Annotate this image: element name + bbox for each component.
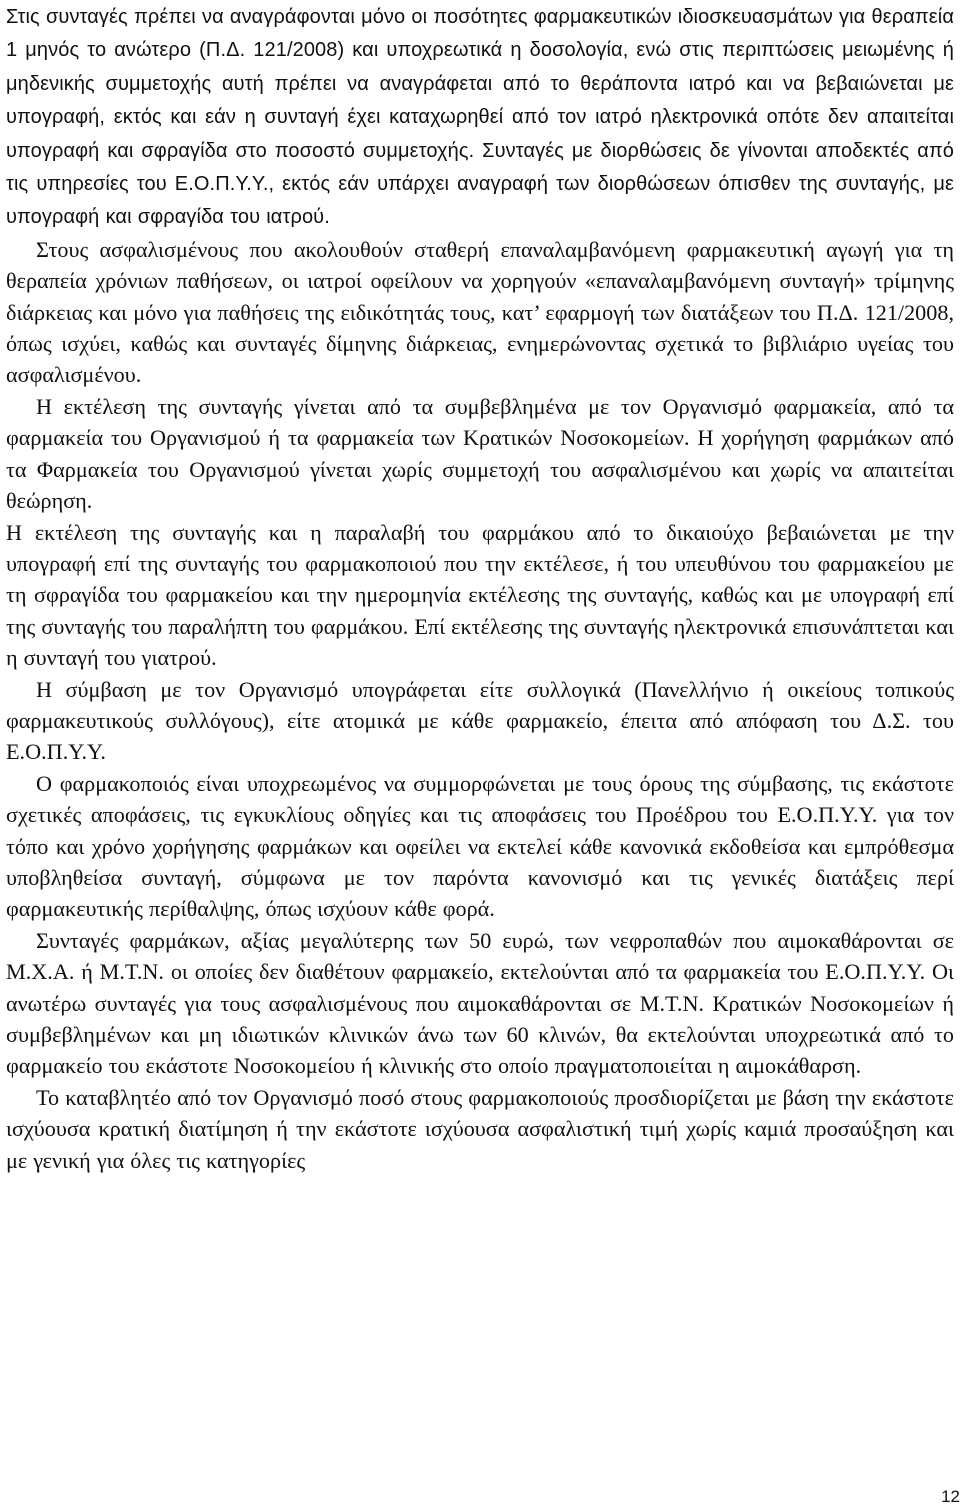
prescription-corrections-text: Συνταγές με διορθώσεις δε γίνονται αποδεκτές από τις υπηρεσίες του Ε.Ο.Π.Υ.Υ., εκτός εάν υπάρχει αναγραφή των διορθώσεων όπισθεν της συνταγής, με υπογραφή και σφραγίδα του ιατρού. <box>6 139 954 229</box>
page-number: 12 <box>941 1487 960 1506</box>
paragraph-contract-signing: Η σύμβαση με τον Οργανισμό υπογράφεται είτε συλλογικά (Πανελλήνιο ή οικείους τοπικούς φαρμακευτικούς συλλόγους), είτε ατομικά με κάθε φαρμακείο, έπειτα από απόφαση του Δ.Σ. του Ε.Ο.Π.Υ.Υ. <box>6 676 954 765</box>
document-page <box>6 0 954 1176</box>
paragraph-receipt-confirmation: Η εκτέλεση της συνταγής και η παραλαβή του φαρμάκου από το δικαιούχο βεβαιώνεται με την υπογραφή επί της συνταγής του φαρμακοποιού που την εκτέλεσε, ή του υπευθύνου του φαρμακείου με τη σφραγίδα του φαρμακείου και την ημερομηνία εκτέλεσης της συνταγής, καθώς και με υπογραφή επί της συνταγής του παραλήπτη του φαρμάκου. Επί εκτέλεσης της συνταγής ηλεκτρονικά επισυνάπτεται και η συνταγή του γιατρού. <box>6 519 954 671</box>
paragraph-prescription-quantities <box>6 0 954 234</box>
paragraph-payable-amount: Το καταβλητέο από τον Οργανισμό ποσό στους φαρμακοποιούς προσδιορίζεται με βάση την εκάστοτε ισχύουσα κρατική διατίμηση ή την εκάστοτε ισχύουσα ασφαλιστική τιμή χωρίς καμιά προσαύξηση και με γενική για όλες τις κατηγορίες <box>6 1084 954 1173</box>
paragraph-repeat-prescriptions: Στους ασφαλισμένους που ακολουθούν σταθερή επαναλαμβανόμενη φαρμακευτική αγωγή για τη θεραπεία χρόνιων παθήσεων, οι ιατροί οφείλουν να χορηγούν «επαναλαμβανόμενη συνταγή» τρίμηνης διάρκειας και μόνο για παθήσεις της ειδικότητάς τους, κατ’ εφαρμογή των διατάξεων του Π.Δ. 121/2008, όπως ισχύει, καθώς και συνταγές δίμηνης διάρκειας, ενημερώνοντας σχετικά το βιβλιάριο υγείας του ασφαλισμένου. <box>6 236 954 388</box>
paragraph-dialysis-prescriptions: Συνταγές φαρμάκων, αξίας μεγαλύτερης των 50 ευρώ, των νεφροπαθών που αιμοκαθάρονται σε Μ.Χ.Α. ή Μ.Τ.Ν. οι οποίες δεν διαθέτουν φαρμακείο, εκτελούνται από τα φαρμακεία του Ε.Ο.Π.Υ.Υ. Οι ανωτέρω συνταγές για τους ασφαλισμένους που αιμοκαθάρονται σε Μ.Τ.Ν. Κρατικών Νοσοκομείων ή συμβεβλημένων και μη ιδιωτικών κλινικών άνω των 60 κλινών, θα εκτελούνται υποχρεωτικά από το φαρμακείο του εκάστοτε Νοσοκομείου ή κλινικής στο οποίο πραγματοποιείται η αιμοκάθαρση. <box>6 927 954 1079</box>
paragraph-prescription-execution: Η εκτέλεση της συνταγής γίνεται από τα συμβεβλημένα με τον Οργανισμό φαρμακεία, από τα φαρμακεία του Οργανισμού ή τα φαρμακεία των Κρατικών Νοσοκομείων. Η χορήγηση φαρμάκων από τα Φαρμακεία του Οργανισμού γίνεται χωρίς συμμετοχή του ασφαλισμένου και χωρίς να απαιτείται θεώρηση. <box>6 393 954 514</box>
paragraph-pharmacist-obligations: Ο φαρμακοποιός είναι υποχρεωμένος να συμμορφώνεται με τους όρους της σύμβασης, τις εκάστοτε σχετικές αποφάσεις, τις εγκυκλίους οδηγίες και τις αποφάσεις του Προέδρου του Ε.Ο.Π.Υ.Υ. για τον τόπο και χρόνο χορήγησης φαρμάκων και οφείλει να εκτελεί κάθε κανονικά εκδοθείσα και εμπρόθεσμα υποβληθείσα συνταγή, σύμφωνα με τον παρόντα κανονισμό και τις γενικές διατάξεις περί φαρμακευτικής περίθαλψης, όπως ισχύουν κάθε φορά. <box>6 770 954 922</box>
prescription-quantities-text: Στις συνταγές πρέπει να αναγράφονται μόνο οι ποσότητες φαρμακευτικών ιδιοσκευασμάτων για θεραπεία 1 μηνός το ανώτερο (Π.Δ. 121/2008) και υποχρεωτικά η δοσολογία, ενώ στις περιπτώσεις μειωμένης ή μηδενικής συμμετοχής αυτή πρέπει να αναγράφεται από το θεράποντα ιατρό και να βεβαιώνεται με υπογραφή, εκτός και εάν η συνταγή έχει καταχωρηθεί από τον ιατρό ηλεκτρονικά οπότε δεν απαιτείται υπογραφή και σφραγίδα στο ποσοστό συμμετοχής. <box>6 6 954 162</box>
